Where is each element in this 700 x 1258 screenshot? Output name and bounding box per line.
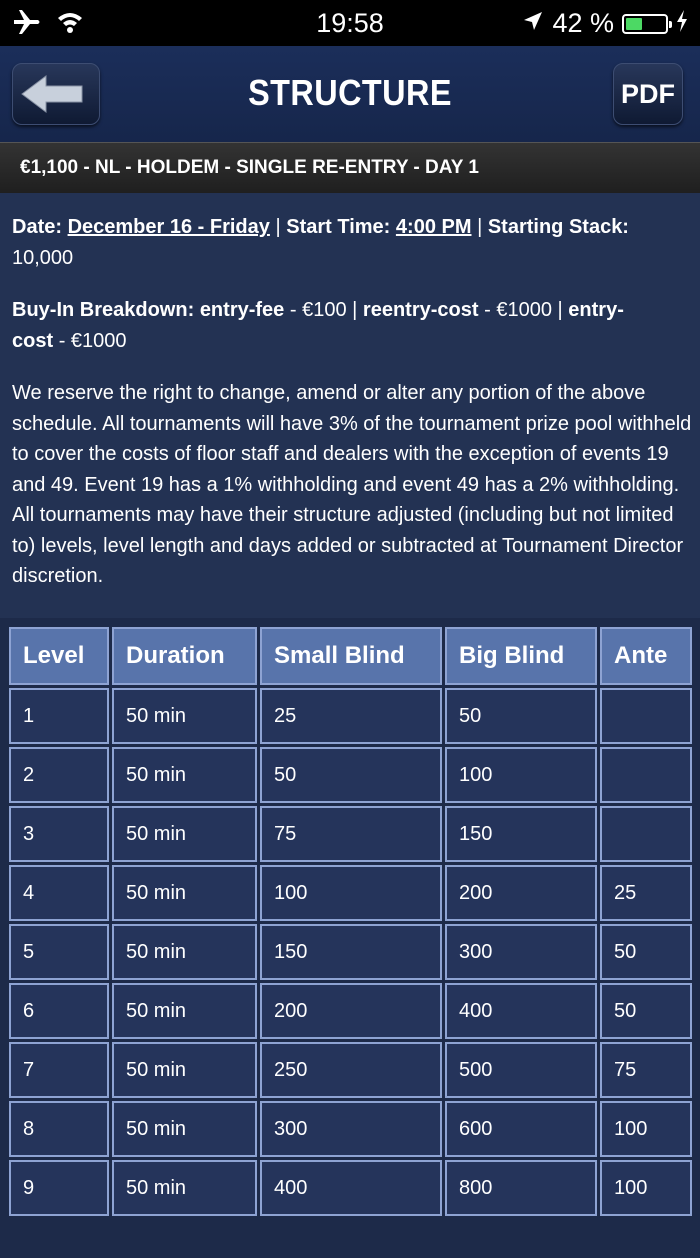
cell-small-blind: 400 — [260, 1160, 442, 1216]
header-duration: Duration — [112, 627, 257, 685]
buyin-label: Buy-In Breakdown: — [12, 299, 195, 321]
header-small-blind: Small Blind — [260, 627, 442, 685]
cell-big-blind: 400 — [445, 983, 597, 1039]
dash: - — [484, 299, 491, 321]
cell-big-blind: 300 — [445, 924, 597, 980]
cell-ante — [600, 806, 692, 862]
cell-small-blind: 25 — [260, 688, 442, 744]
table-row — [9, 1042, 692, 1098]
cell-big-blind: 100 — [445, 747, 597, 803]
charging-bolt-icon — [676, 8, 688, 39]
cell-duration: 50 min — [112, 806, 257, 862]
separator: | — [477, 216, 483, 238]
table-row — [9, 747, 692, 803]
table-row — [9, 865, 692, 921]
schedule-line — [12, 212, 692, 273]
cell-small-blind: 200 — [260, 983, 442, 1039]
entry-cost-label-part2: cost — [12, 329, 54, 352]
cell-ante: 100 — [600, 1101, 692, 1157]
cell-small-blind: 150 — [260, 924, 442, 980]
cell-level: 2 — [9, 747, 109, 803]
battery-fill — [626, 18, 642, 30]
cell-small-blind: 100 — [260, 865, 442, 921]
cell-level: 1 — [9, 688, 109, 744]
dash: - — [289, 299, 297, 321]
starting-stack-value: 10,000 — [12, 246, 74, 269]
cell-level: 4 — [9, 865, 109, 921]
event-title: €1,100 - NL - HOLDEM - SINGLE RE-ENTRY - DAY 1 — [20, 157, 479, 178]
cell-level: 6 — [9, 983, 109, 1039]
cell-small-blind: 50 — [260, 747, 442, 803]
entry-cost-value: €1000 — [70, 329, 127, 352]
cell-level: 8 — [9, 1101, 109, 1157]
status-bar — [0, 0, 700, 46]
cell-small-blind: 75 — [260, 806, 442, 862]
battery-nub — [669, 21, 672, 28]
page-title: STRUCTURE — [248, 72, 452, 113]
structure-table-container[interactable] — [0, 618, 700, 1258]
table-row — [9, 1101, 692, 1157]
cell-duration: 50 min — [112, 983, 257, 1039]
reentry-cost-label: reentry-cost — [362, 299, 479, 321]
cell-ante: 75 — [600, 1042, 692, 1098]
separator: | — [275, 216, 281, 238]
pdf-button[interactable]: PDF — [613, 63, 683, 125]
battery-percent: 42 % — [552, 8, 614, 38]
cell-duration: 50 min — [112, 747, 257, 803]
header-big-blind: Big Blind — [445, 627, 597, 685]
cell-ante — [600, 747, 692, 803]
cell-duration: 50 min — [112, 1160, 257, 1216]
status-time: 19:58 — [316, 8, 384, 38]
cell-ante: 25 — [600, 865, 692, 921]
start-time-label: Start Time: — [286, 216, 391, 238]
tournament-info — [12, 212, 692, 614]
cell-level: 7 — [9, 1042, 109, 1098]
cell-ante — [600, 688, 692, 744]
table-row — [9, 806, 692, 862]
table-row — [9, 1160, 692, 1216]
cell-ante: 50 — [600, 924, 692, 980]
table-row — [9, 924, 692, 980]
disclaimer: We reserve the right to change, amend or alter any portion of the above schedule. All tournaments will have 3% of the tournament prize pool withheld to cover the costs of floor staff and dealers with the exception of events 19 and 49. Event 19 has a 1% withholding and event 49 has a 2% withholding. All tournaments may have their structure adjusted (including but not limited to) levels, level length and days added or subtracted at Tournament Director discretion. — [12, 382, 692, 587]
cell-level: 3 — [9, 806, 109, 862]
cell-ante: 100 — [600, 1160, 692, 1216]
cell-small-blind: 250 — [260, 1042, 442, 1098]
nav-bar — [0, 46, 700, 142]
cell-big-blind: 600 — [445, 1101, 597, 1157]
cell-big-blind: 150 — [445, 806, 597, 862]
cell-small-blind: 300 — [260, 1101, 442, 1157]
header-ante: Ante — [600, 627, 692, 685]
date-link[interactable]: December 16 - Friday — [67, 216, 270, 238]
cell-big-blind: 500 — [445, 1042, 597, 1098]
header-level: Level — [9, 627, 109, 685]
buyin-line — [12, 295, 692, 356]
entry-fee-value: €100 — [302, 299, 347, 321]
location-arrow-icon — [522, 8, 544, 39]
status-right — [522, 8, 688, 39]
cell-duration: 50 min — [112, 688, 257, 744]
start-time-link[interactable]: 4:00 PM — [395, 216, 472, 238]
cell-duration: 50 min — [112, 924, 257, 980]
starting-stack-label: Starting Stack: — [487, 216, 629, 238]
cell-ante: 50 — [600, 983, 692, 1039]
date-label: Date: — [12, 216, 63, 238]
separator: | — [557, 299, 563, 321]
table-body — [9, 688, 692, 1216]
entry-fee-label: entry-fee — [199, 299, 285, 321]
structure-table — [6, 624, 695, 1219]
table-header-row — [9, 627, 692, 685]
table-row — [9, 688, 692, 744]
cell-big-blind: 800 — [445, 1160, 597, 1216]
cell-duration: 50 min — [112, 865, 257, 921]
event-title-bar — [0, 142, 700, 193]
cell-big-blind: 200 — [445, 865, 597, 921]
battery-icon — [622, 14, 668, 34]
dash: - — [58, 329, 66, 352]
cell-duration: 50 min — [112, 1101, 257, 1157]
cell-level: 5 — [9, 924, 109, 980]
cell-duration: 50 min — [112, 1042, 257, 1098]
cell-big-blind: 50 — [445, 688, 597, 744]
reentry-cost-value: €1000 — [496, 299, 552, 321]
separator: | — [352, 299, 358, 321]
cell-level: 9 — [9, 1160, 109, 1216]
table-row — [9, 983, 692, 1039]
entry-cost-label-part1: entry- — [568, 299, 624, 321]
